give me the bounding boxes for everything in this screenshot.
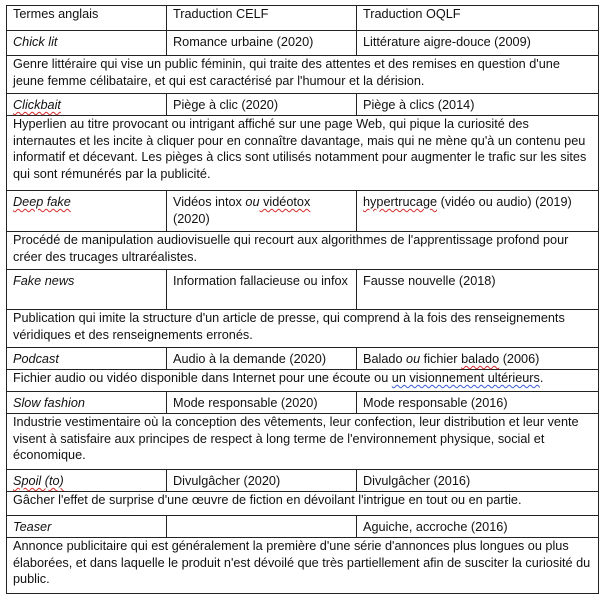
term-definition: Genre littéraire qui vise un public féminin, qui traite des attentes et des remises en question d'une jeune femme célibataire, et qui est caractérisé par l'humour et la dérision. (7, 56, 599, 94)
term-name: Teaser (7, 516, 167, 538)
oqlf-translation: Mode responsable (2016) (357, 392, 599, 414)
celf-translation: Audio à la demande (2020) (167, 348, 357, 370)
term-definition: Fichier audio ou vidéo disponible dans Internet pour une écoute ou un visionnement ultérieurs. (7, 370, 599, 392)
term-name: Slow fashion (7, 392, 167, 414)
term-name: Podcast (7, 348, 167, 370)
term-row (7, 516, 599, 538)
header-row (7, 6, 599, 31)
definition-row (7, 414, 599, 470)
header-col-celf: Traduction CELF (167, 6, 357, 31)
oqlf-translation: Littérature aigre-douce (2009) (357, 31, 599, 56)
celf-translation: Mode responsable (2020) (167, 392, 357, 414)
oqlf-translation: Fausse nouvelle (2018) (357, 270, 599, 310)
term-name: Clickbait (7, 94, 167, 116)
celf-translation: Romance urbaine (2020) (167, 31, 357, 56)
definition-row (7, 538, 599, 594)
oqlf-translation: Balado ou fichier balado (2006) (357, 348, 599, 370)
term-row (7, 392, 599, 414)
definition-row (7, 116, 599, 191)
term-row (7, 31, 599, 56)
oqlf-translation: Piège à clics (2014) (357, 94, 599, 116)
celf-translation: Vidéos intox ou vidéotox (2020) (167, 191, 357, 232)
header-col-oqlf: Traduction OQLF (357, 6, 599, 31)
terms-table (6, 5, 599, 594)
term-definition: Annonce publicitaire qui est généralement la première d'une série d'annonces plus longues ou plus élaborées, et dans laquelle le produit n'est dévoilé que très partiellement afin de susciter la curiosité du public. (7, 538, 599, 594)
celf-translation: Information fallacieuse ou infox (167, 270, 357, 310)
oqlf-translation: Aguiche, accroche (2016) (357, 516, 599, 538)
oqlf-translation: hypertrucage (vidéo ou audio) (2019) (357, 191, 599, 232)
definition-row (7, 310, 599, 348)
celf-translation (167, 516, 357, 538)
term-definition: Hyperlien au titre provocant ou intrigant affiché sur une page Web, qui pique la curiosité des internautes et les incite à cliquer pour en connaître davantage, mais qui ne mène qu'à un contenu peu informatif et décevant. Les pièges à clics sont utilisés notamment pour augmenter le trafic sur les sites qui sont rémunérés par la publicité. (7, 116, 599, 191)
term-row (7, 94, 599, 116)
header-col-terms: Termes anglais (7, 6, 167, 31)
term-row (7, 191, 599, 232)
term-definition: Gâcher l'effet de surprise d'une œuvre de fiction en dévoilant l'intrigue en tout ou en partie. (7, 492, 599, 516)
celf-translation: Piège à clic (2020) (167, 94, 357, 116)
definition-row (7, 232, 599, 270)
oqlf-translation: Divulgâcher (2016) (357, 470, 599, 492)
definition-row (7, 492, 599, 516)
term-row (7, 270, 599, 310)
term-definition: Industrie vestimentaire où la conception des vêtements, leur confection, leur distribution et leur vente visent à satisfaire aux principes de respect à long terme de l'environnement physique, social et économique. (7, 414, 599, 470)
term-row (7, 470, 599, 492)
definition-row (7, 370, 599, 392)
term-definition: Publication qui imite la structure d'un article de presse, qui comprend à la fois des renseignements véridiques et des renseignements erronés. (7, 310, 599, 348)
term-definition: Procédé de manipulation audiovisuelle qui recourt aux algorithmes de l'apprentissage profond pour créer des trucages ultraréalistes. (7, 232, 599, 270)
term-name: Spoil (to) (7, 470, 167, 492)
definition-row (7, 56, 599, 94)
celf-translation: Divulgâcher (2020) (167, 470, 357, 492)
term-name: Chick lit (7, 31, 167, 56)
term-name: Fake news (7, 270, 167, 310)
term-row (7, 348, 599, 370)
term-name: Deep fake (7, 191, 167, 232)
